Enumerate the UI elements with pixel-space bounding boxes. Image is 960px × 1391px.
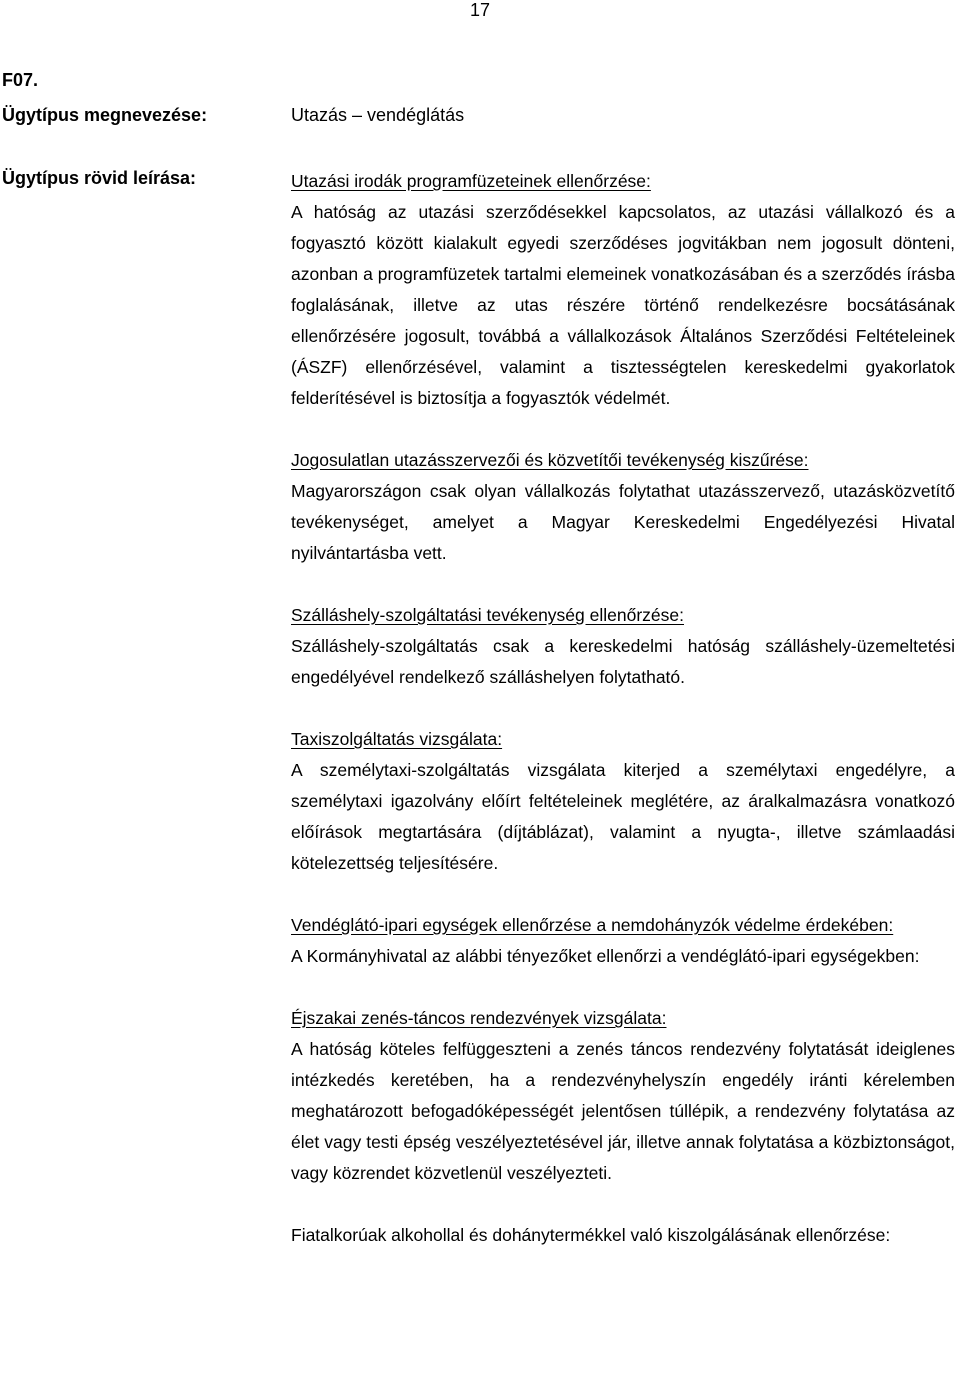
- section-unauthorized-travel: [291, 445, 955, 569]
- type-name-label: Ügytípus megnevezése:: [2, 105, 208, 125]
- section-heading: Jogosulatlan utazásszervezői és közvetítői tevékenység kiszűrése:: [291, 450, 809, 470]
- section-non-smokers: [291, 910, 955, 972]
- section-night-events: [291, 1003, 955, 1189]
- section-accommodation: [291, 600, 955, 693]
- section-text: A Kormányhivatal az alábbi tényezőket ellenőrzi a vendéglátó-ipari egységekben:: [291, 946, 920, 966]
- case-code: F07.: [2, 70, 39, 90]
- section-heading: Vendéglátó-ipari egységek ellenőrzése a nemdohányzók védelme érdekében:: [291, 915, 894, 935]
- section-text: A hatóság köteles felfüggeszteni a zenés táncos rendezvény folytatását ideiglenes intézkedés keretében, ha a rendezvényhelyszín engedély iránti kérelemben meghatározott befogadóképességét jelentősen túllépik, a rendezvény folytatása az élet vagy testi épség veszélyeztetésével jár, illetve annak folytatása a közbiztonságot, vagy közrendet közvetlenül veszélyezteti.: [291, 1039, 955, 1183]
- section-heading: Éjszakai zenés-táncos rendezvények vizsgálata:: [291, 1008, 667, 1028]
- section-minors-alcohol: [291, 1220, 955, 1251]
- short-description: [291, 166, 955, 1251]
- section-heading: Utazási irodák programfüzeteinek ellenőrzése:: [291, 171, 651, 191]
- page-number: 17: [469, 0, 491, 20]
- section-heading: Szálláshely-szolgáltatási tevékenység ellenőrzése:: [291, 605, 684, 625]
- type-name-value: Utazás – vendéglátás: [291, 105, 465, 125]
- section-text: A személytaxi-szolgáltatás vizsgálata kiterjed a személytaxi engedélyre, a személytaxi igazolvány előírt feltételeinek meglétére, az áralkalmazásra vonatkozó előírások megtartására (díjtáblázat), valamint a nyugta-, illetve számlaadási kötelezettség teljesítésére.: [291, 760, 955, 873]
- section-text: Szálláshely-szolgáltatás csak a kereskedelmi hatóság szálláshely-üzemeltetési engedélyével rendelkező szálláshelyen folytatható.: [291, 636, 955, 687]
- section-travel-brochures: [291, 166, 955, 414]
- section-text: Magyarországon csak olyan vállalkozás folytathat utazásszervező, utazásközvetítő tevékenységet, amelyet a Magyar Kereskedelmi Engedélyezési Hivatal nyilvántartásba vett.: [291, 481, 955, 563]
- section-heading: Fiatalkorúak alkohollal és dohánytermékkel való kiszolgálásának ellenőrzése:: [291, 1225, 891, 1245]
- short-desc-label: Ügytípus rövid leírása:: [2, 168, 197, 188]
- section-heading: Taxiszolgáltatás vizsgálata:: [291, 729, 503, 749]
- section-text: A hatóság az utazási szerződésekkel kapcsolatos, az utazási vállalkozó és a fogyasztó között kialakult egyedi szerződéses jogvitákban nem jogosult dönteni, azonban a programfüzetek tartalmi elemeinek vonatkozásában és a szerződés írásba foglalásának, illetve az utas részére történő rendelkezésre bocsátásának ellenőrzésére jogosult, továbbá a vállalkozások Általános Szerződési Feltételeinek (ÁSZF) ellenőrzésével, valamint a tisztességtelen kereskedelmi gyakorlatok felderítésével is biztosítja a fogyasztók védelmét.: [291, 202, 955, 408]
- section-taxi: [291, 724, 955, 879]
